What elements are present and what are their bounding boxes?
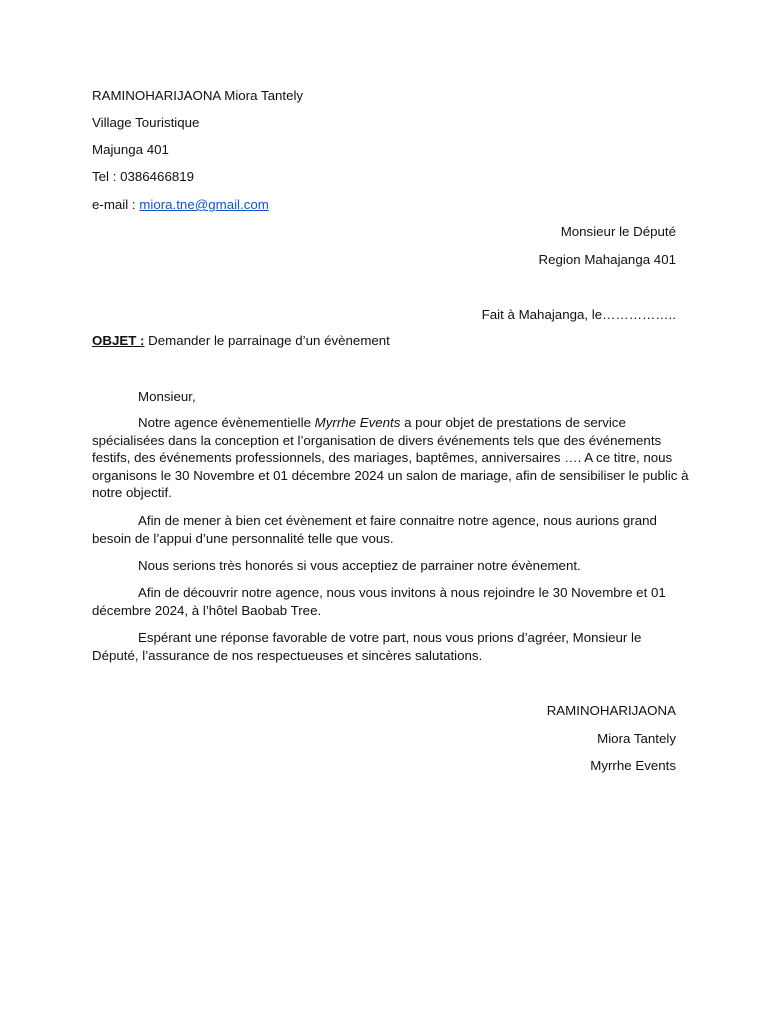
p2-line-2: besoin de l’appui d’une personnalité telle que vous. [92, 530, 394, 546]
sender-address-line2: Majunga 401 [92, 142, 169, 157]
body-paragraph-3 [92, 557, 672, 575]
subject-text: Demander le parrainage d’un évènement [144, 333, 390, 348]
p4-line-2: décembre 2024, à l’hôtel Baobab Tree. [92, 602, 322, 618]
p1-brand: Myrrhe Events [314, 415, 401, 430]
subject-label: OBJET : [92, 333, 145, 348]
signature-company: Myrrhe Events [590, 758, 676, 773]
recipient-title: Monsieur le Député [560, 224, 676, 239]
p1-line-2: spécialisées dans la conception et l’organisation de divers événements tels que des événements [92, 432, 662, 448]
sender-email-line [92, 196, 269, 213]
signature-surname: RAMINOHARIJAONA [546, 703, 676, 718]
sender-email-link[interactable]: miora.tne@gmail.com [139, 197, 269, 212]
p1-line-5: notre objectif. [92, 485, 172, 500]
p1-text-a: Notre agence évènementielle [138, 415, 315, 430]
p1-line-3: festifs, des événements professionnels, des mariages, baptêmes, anniversaires …. A ce titre, nous [92, 450, 673, 465]
p5-line-1: Espérant une réponse favorable de votre part, nous vous prions d’agréer, Monsieur le [138, 630, 642, 645]
p1-text-b: a pour objet de prestations de service [400, 415, 626, 430]
body-paragraph-2 [92, 512, 672, 547]
salutation: Monsieur, [138, 389, 196, 404]
subject-line [92, 332, 390, 349]
body-paragraph-5 [92, 629, 672, 664]
sender-phone: Tel : 0386466819 [92, 169, 195, 184]
p5-line-2: Député, l’assurance de nos respectueuses et sincères salutations. [92, 647, 483, 663]
signature-given-name: Miora Tantely [597, 731, 676, 746]
recipient-region: Region Mahajanga 401 [538, 252, 676, 267]
body-paragraph-1 [92, 414, 689, 502]
sender-address-line1: Village Touristique [92, 115, 200, 130]
sender-name: RAMINOHARIJAONA Miora Tantely [92, 88, 304, 103]
sender-email-label: e-mail : [92, 197, 140, 212]
p4-line-1: Afin de découvrir notre agence, nous vous invitons à nous rejoindre le 30 Novembre et 01 [138, 585, 666, 600]
p3-line-1: Nous serions très honorés si vous acceptiez de parrainer notre évènement. [138, 558, 581, 573]
body-paragraph-4 [92, 584, 672, 619]
p1-line-4: organisons le 30 Novembre et 01 décembre 2024 un salon de mariage, afin de sensibiliser le public à [92, 467, 689, 483]
place-date: Fait à Mahajanga, le…………….. [481, 307, 676, 322]
p2-line-1: Afin de mener à bien cet évènement et faire connaitre notre agence, nous aurions grand [138, 513, 657, 528]
